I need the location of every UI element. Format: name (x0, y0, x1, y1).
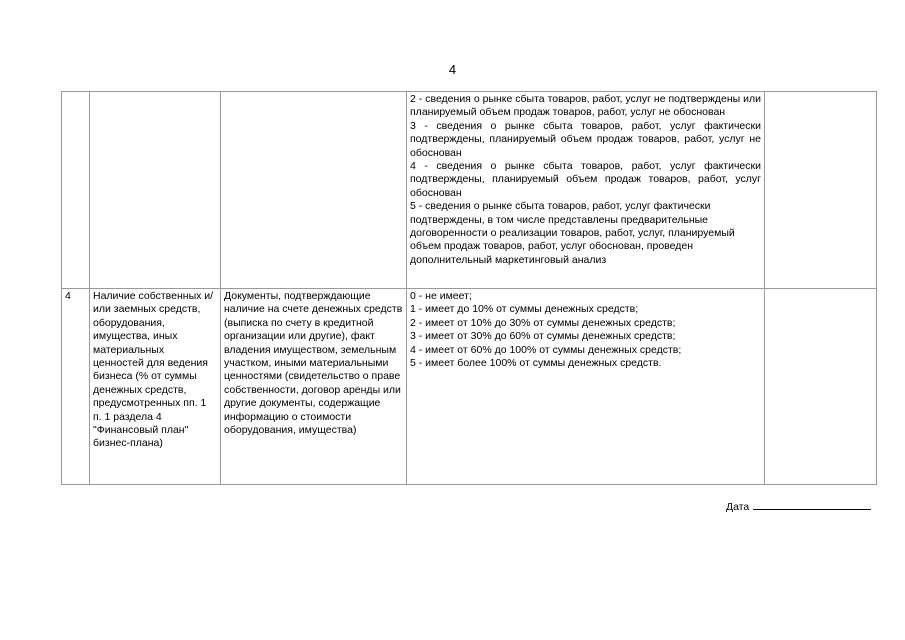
criteria-line: 4 - сведения о рынке сбыта товаров, работ, услуг фактически подтверждены, планируемый объем продаж товаров, работ, услуг обоснован (410, 160, 761, 199)
criteria-line: 5 - имеет более 100% от суммы денежных средств. (410, 357, 662, 370)
criteria-line: 3 - имеет от 30% до 60% от суммы денежных средств; (410, 330, 676, 343)
documents-cell: Документы, подтверждающие наличие на счете денежных средств (выписка по счету в кредитной организации или другие), факт владения имуществом, земельным участком, иными материальными ценностями (свидетельство о праве собственности, договор аренды или другие документы, содержащие информацию о стоимости оборудования, имущества) (221, 289, 407, 485)
criteria-line: 1 - имеет до 10% от суммы денежных средств; (410, 303, 639, 316)
score-cell (765, 92, 877, 289)
table-row-continued (62, 92, 877, 289)
table-row-4 (62, 289, 877, 485)
documents-cell (221, 92, 407, 289)
number-cell (62, 92, 90, 289)
evaluation-table (61, 91, 877, 485)
indicator-cell: Наличие собственных и/или заемных средств, оборудования, имущества, иных материальных ценностей для ведения бизнеса (% от суммы денежных средств, предусмотренных пп. 1 п. 1 раздела 4 "Финансовый план" бизнес-плана) (90, 289, 221, 485)
criteria-line: 2 - имеет от 10% до 30% от суммы денежных средств; (410, 316, 676, 329)
score-cell (765, 289, 877, 485)
criteria-cell (407, 289, 765, 485)
date-label: Дата (726, 501, 750, 513)
criteria-line: 0 - не имеет; (410, 290, 472, 302)
criteria-line: 5 - сведения о рынке сбыта товаров, работ, услуг фактически подтверждены, в том числе представлены предварительные договоренности о реализации товаров, работ, услуг, планируемый объем продаж товаров, работ, услуг обоснован, проведен дополнительный маркетинговый анализ (410, 200, 735, 266)
number-cell: 4 (62, 289, 90, 485)
indicator-cell (90, 92, 221, 289)
page-number: 4 (448, 62, 457, 77)
date-blank-field (753, 498, 871, 510)
criteria-cell (407, 92, 765, 289)
criteria-line: 3 - сведения о рынке сбыта товаров, работ, услуг фактически подтверждены, планируемый объем продаж товаров, работ, услуг не обоснован (410, 119, 761, 159)
criteria-line: 4 - имеет от 60% до 100% от суммы денежных средств; (410, 343, 682, 356)
date-line (726, 498, 871, 513)
criteria-line: 2 - сведения о рынке сбыта товаров, работ, услуг не подтверждены или планируемый объем продаж товаров, работ, услуг не обоснован (410, 93, 761, 119)
